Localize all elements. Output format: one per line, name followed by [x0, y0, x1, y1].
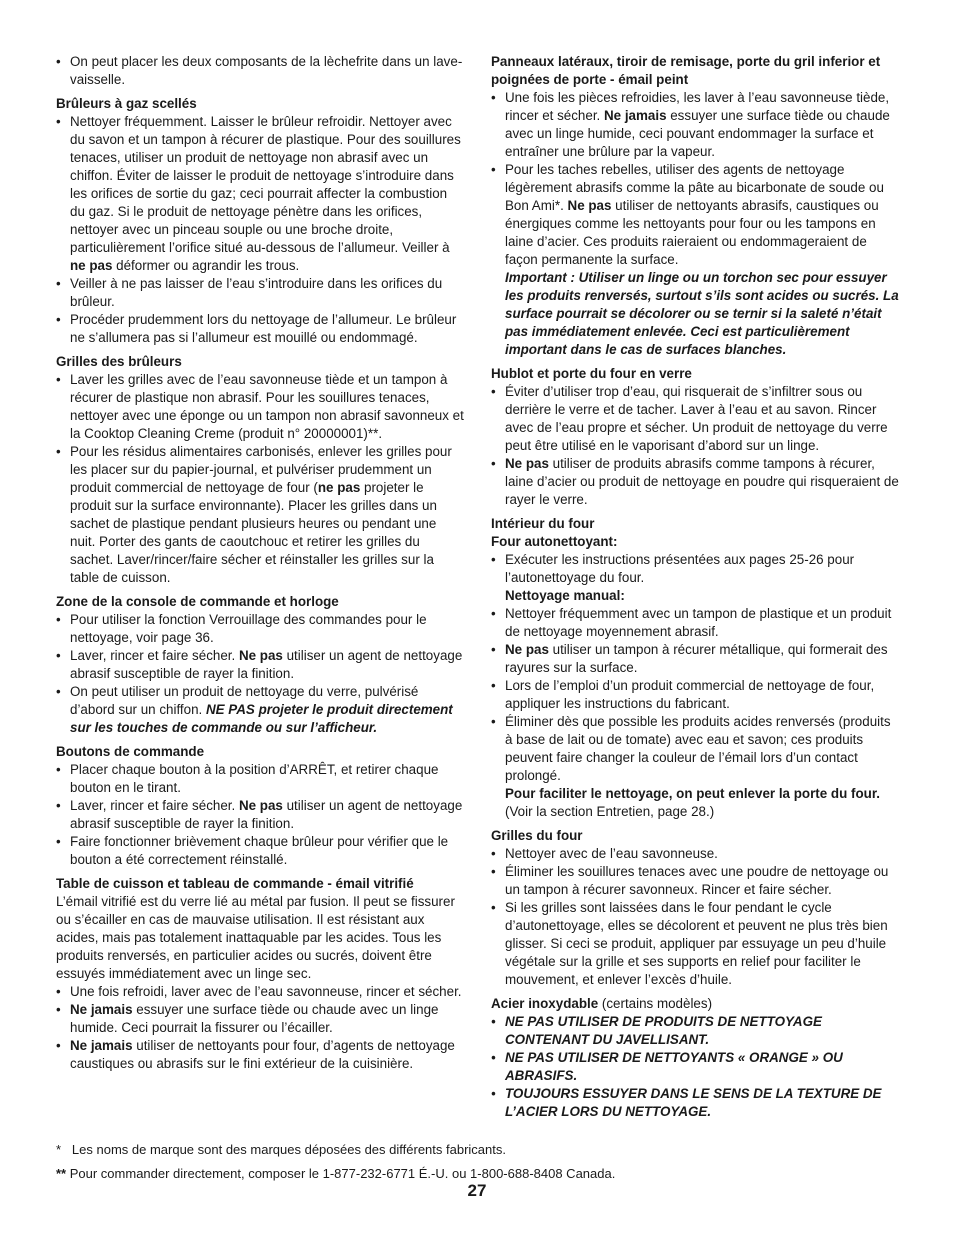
page-number: 27	[467, 1181, 487, 1200]
steel-warnings	[491, 1013, 901, 1121]
page-reference: (Voir la section Entretien, page 28.)	[505, 804, 715, 819]
section-control-console	[56, 593, 464, 737]
text: Éliminer dès que possible les produits acides renversés (produits à base de lait ou de tomate) avec eau et savon; ces produits peuvent faire changer la couleur de l’émail lors d’un contact prolongé.	[505, 714, 891, 783]
text: Nettoyer fréquemment. Laisser le brûleur refroidir. Nettoyer avec du savon et un tampon à récurer de plastique. Pour des souillures tenaces, utiliser un produit de nettoyage non abrasif avec un chiffon. Éviter de laisser le produit de nettoyage s’introduire dans les orifices de sortie du gaz; ceci pourrait affecter la combustion du gaz. Si le produit de nettoyage pénètre dans les orifices, nettoyer avec un pinceau souple ou une broche droite, particulièrement l’orifice situé au-dessous de l’allumeur. Veiller à	[70, 114, 461, 255]
section-painted-enamel	[491, 53, 901, 359]
text: utiliser de nettoyants abrasifs, caustiques ou énergiques comme les nettoyants pour four ou les tampons en laine d’acier. Ces produits raieraient ou endommageraient de façon permanente la surface.	[505, 198, 879, 267]
section-oven-racks	[491, 827, 901, 989]
footnote-text: Les noms de marque sont des marques déposées des différents fabricants.	[71, 1142, 506, 1157]
section-heading: Grilles des brûleurs	[56, 354, 182, 369]
heading-text: Acier inoxydable	[491, 996, 599, 1011]
list-item: • Éliminer les souillures tenaces avec une poudre de nettoyage ou un tampon à récurer savonneux. Rincer et faire sécher.	[491, 863, 901, 899]
list-item: • Nettoyer avec de l’eau savonneuse.	[491, 845, 901, 863]
section-heading: Boutons de commande	[56, 744, 205, 759]
text: Une fois les pièces refroidies, les laver à l’eau savonneuse tiède, rincer et sécher.	[505, 90, 890, 123]
emphasis: Ne jamais	[70, 1002, 133, 1017]
text: projeter le produit sur la surface environnante). Placer les grilles dans un sachet de plastique pendant plusieurs heures ou pendant une nuit. Porter des gants de caoutchouc et retirer les grilles du sachet. Laver/rincer/faire sécher et réinstaller les grilles sur la table de cuisson.	[70, 480, 437, 585]
emphasis: Ne pas	[238, 648, 283, 663]
list-item	[491, 713, 901, 821]
warning-item: • NE PAS UTILISER DE NETTOYANTS « ORANGE » OU ABRASIFS.	[491, 1049, 901, 1085]
left-column	[56, 53, 464, 1079]
text: Exécuter les instructions présentées aux pages 25-26 pour l’autonettoyage du four.	[505, 552, 855, 585]
list-item	[56, 1001, 464, 1037]
emphasis: Ne pas	[238, 798, 283, 813]
console-list	[56, 611, 464, 737]
footnote-mark: *	[56, 1142, 62, 1157]
list-item: • Pour utiliser la fonction Verrouillage des commandes pour le nettoyage, voir page 36.	[56, 611, 464, 647]
section-heading: Grilles du four	[491, 828, 583, 843]
list-item: • Une fois refroidi, laver avec de l’eau savonneuse, rincer et sécher.	[56, 983, 464, 1001]
important-note: Important : Utiliser un linge ou un torchon sec pour essuyer les produits renversés, surtout s’ils sont acides ou sucrés. La surface pourrait se décolorer ou se ternir si la saleté n’était pas immédiatement enlevée. Ceci est particulièrement important dans le cas de surfaces blanches.	[505, 270, 899, 357]
section-oven-interior	[491, 515, 901, 821]
door-removal-note: Pour faciliter le nettoyage, on peut enlever la porte du four.	[505, 786, 881, 801]
text: utiliser un agent de nettoyage abrasif susceptible de rayer la finition.	[70, 798, 463, 831]
section-control-knobs	[56, 743, 464, 869]
list-item: • Lors de l’emploi d’un produit commercial de nettoyage de four, appliquer les instructions du fabricant.	[491, 677, 901, 713]
emphasis: Ne pas	[505, 642, 549, 657]
manual-cleaning-label: Nettoyage manual:	[505, 588, 625, 603]
emphasis: Ne jamais	[603, 108, 667, 123]
list-item: • Placer chaque bouton à la position d’ARRÊT, et retirer chaque bouton en le tirant.	[56, 761, 464, 797]
text: utiliser un agent de nettoyage abrasif susceptible de rayer la finition.	[70, 648, 463, 681]
section-subheading: Four autonettoyant:	[491, 534, 618, 549]
list-item	[56, 443, 464, 587]
emphasis: Ne pas	[567, 198, 612, 213]
footnote-mark: **	[56, 1166, 67, 1181]
text: utiliser de produits abrasifs comme tampons à récurer, laine d’acier ou produit de nettoyage en poudre qui risqueraient de rayer le verre.	[505, 456, 899, 507]
section-heading: Hublot et porte du four en verre	[491, 366, 692, 381]
list-item	[56, 113, 464, 275]
list-item	[56, 647, 464, 683]
intro-list	[56, 53, 464, 89]
emphasis: Ne jamais	[70, 1038, 133, 1053]
footnote-trademarks	[56, 1141, 896, 1159]
list-item	[56, 1037, 464, 1073]
warning-text: NE PAS projeter le produit directement sur les touches de commande ou sur l’afficheur.	[70, 702, 453, 735]
section-heading: Panneaux latéraux, tiroir de remisage, porte du gril inferior et poignées de porte - émail peint	[491, 54, 881, 87]
burners-list	[56, 113, 464, 347]
section-heading: Table de cuisson et tableau de commande - émail vitrifié	[56, 876, 414, 891]
section-heading	[491, 995, 901, 1013]
list-item: • Procéder prudemment lors du nettoyage de l’allumeur. Le brûleur ne s’allumera pas si l’allumeur est mouillé ou endommagé.	[56, 311, 464, 347]
emphasis: Ne pas	[505, 456, 549, 471]
knobs-list	[56, 761, 464, 869]
list-item	[56, 797, 464, 833]
footnote-text: Pour commander directement, composer le 1-877-232-6771 É.-U. ou 1-800-688-8408 Canada.	[66, 1166, 616, 1181]
text: Laver, rincer et faire sécher.	[70, 798, 239, 813]
list-item: • On peut placer les deux composants de la lèchefrite dans un lave-vaisselle.	[56, 53, 464, 89]
section-sealed-burners	[56, 95, 464, 347]
text: On peut utiliser un produit de nettoyage du verre, pulvérisé d’abord sur un chiffon.	[70, 684, 419, 717]
list-item	[56, 683, 464, 737]
paragraph: L’émail vitrifié est du verre lié au métal par fusion. Il peut se fissurer ou s’écailler en cas de mauvaise utilisation. Il est résistant aux acides, mais pas totalement inattaquable par les acides. Tous les produits renversés, en particulier acides ou sucrés, doivent être essuyés immédiatement avec un linge sec.	[56, 894, 455, 981]
panels-list	[491, 89, 901, 269]
text: déformer ou agrandir les trous.	[112, 258, 300, 273]
heading-note: (certains modèles)	[598, 996, 713, 1011]
section-heading: Zone de la console de commande et horloge	[56, 594, 339, 609]
grates-list	[56, 371, 464, 587]
interior-list	[491, 551, 901, 821]
list-item	[491, 161, 901, 269]
text: essuyer une surface tiède ou chaude avec un linge humide. Ceci pourrait la fissurer ou l’écailler.	[70, 1002, 439, 1035]
list-item	[491, 641, 901, 677]
text: Pour les résidus alimentaires carbonisés, enlever les grilles pour les placer sur du papier-journal, et pulvériser prudemment un produit commercial de nettoyage de four (	[70, 444, 452, 495]
emphasis: ne pas	[317, 480, 361, 495]
section-porcelain-enamel	[56, 875, 464, 1073]
list-item: • Laver les grilles avec de l’eau savonneuse tiède et un tampon à récurer de plastique non abrasif. Pour les souillures tenaces, nettoyer avec une éponge ou un tampon non abrasif savonneux et la Cooktop Cleaning Creme (produit n° 20000001)**.	[56, 371, 464, 443]
warning-item: • TOUJOURS ESSUYER DANS LE SENS DE LA TEXTURE DE L’ACIER LORS DU NETTOYAGE.	[491, 1085, 901, 1121]
text: Pour les taches rebelles, utiliser des agents de nettoyage légèrement abrasifs comme la pâte au bicarbonate de soude ou Bon Ami*.	[505, 162, 884, 213]
intro-section	[56, 53, 464, 89]
section-stainless-steel	[491, 995, 901, 1121]
list-item	[491, 89, 901, 161]
oven-racks-list	[491, 845, 901, 989]
section-burner-grates	[56, 353, 464, 587]
window-list	[491, 383, 901, 509]
list-item: • Veiller à ne pas laisser de l’eau s’introduire dans les orifices du brûleur.	[56, 275, 464, 311]
text: Laver, rincer et faire sécher.	[70, 648, 239, 663]
list-item: • Si les grilles sont laissées dans le four pendant le cycle d’autonettoyage, elles se décolorent et peuvent ne plus très bien glisser. Si ceci se produit, appliquer par essuyage un peu d’huile végétale sur la grille et ses supports en relief pour faciliter le mouvement, et enlever l’excès d’huile.	[491, 899, 901, 989]
right-column	[491, 53, 901, 1127]
list-item: • Faire fonctionner brièvement chaque brûleur pour vérifier que le bouton a été correctement réinstallé.	[56, 833, 464, 869]
text: utiliser de nettoyants pour four, d’agents de nettoyage caustiques ou abrasifs sur le fini extérieur de la cuisinière.	[70, 1038, 455, 1071]
list-item: • Nettoyer fréquemment avec un tampon de plastique et un produit de nettoyage moyennement abrasif.	[491, 605, 901, 641]
section-heading: Brûleurs à gaz scellés	[56, 96, 197, 111]
section-heading: Intérieur du four	[491, 516, 595, 531]
text: utiliser un tampon à récurer métallique, qui formerait des rayures sur la surface.	[505, 642, 888, 675]
warning-item: • NE PAS UTILISER DE PRODUITS DE NETTOYAGE CONTENANT DU JAVELLISANT.	[491, 1013, 901, 1049]
section-oven-window	[491, 365, 901, 509]
list-item	[491, 455, 901, 509]
text: essuyer une surface tiède ou chaude avec un linge humide, ceci pouvant endommager la surface et entraîner une brûlure par la vapeur.	[505, 108, 890, 159]
emphasis: ne pas	[70, 258, 113, 273]
enamel-list	[56, 983, 464, 1073]
list-item: • Éviter d’utiliser trop d’eau, qui risquerait de s’infiltrer sous ou derrière le verre et de tacher. Laver à l’eau et au savon. Rincer avec de l’eau propre et sécher. Un produit de nettoyage du verre peut être utilisé en le vaporisant d’abord sur un linge.	[491, 383, 901, 455]
list-item	[491, 551, 901, 605]
